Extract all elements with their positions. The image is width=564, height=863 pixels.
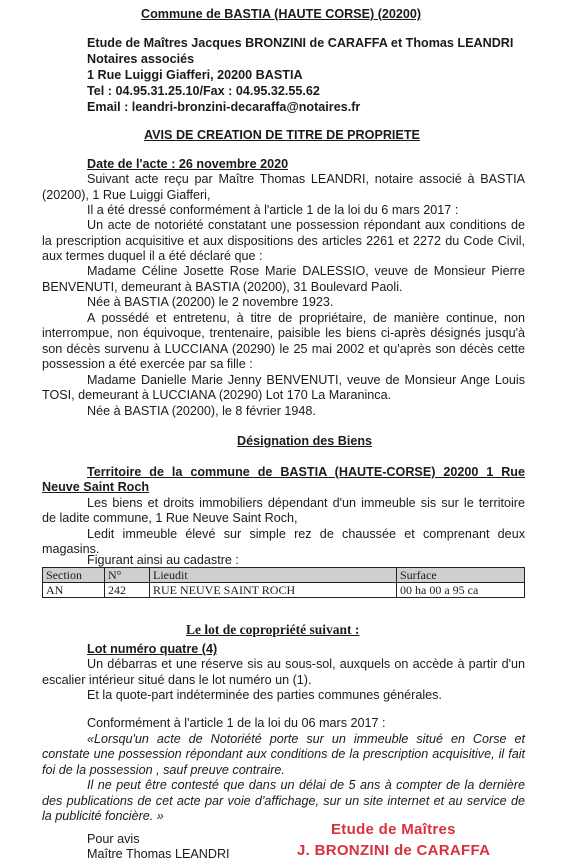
cadastre-header-surface: Surface bbox=[397, 568, 525, 583]
lot-line: Un débarras et une réserve sis au sous-sol, auxquels on accède à partir d'un bbox=[87, 657, 525, 671]
biens-line: de ladite commune, 1 Rue Neuve Saint Roch, bbox=[42, 511, 298, 525]
biens-line: magasins. bbox=[42, 542, 100, 556]
cadastre-cell-numero: 242 bbox=[105, 583, 150, 598]
cadastre-cell-section: AN bbox=[43, 583, 105, 598]
body-line: Née à BASTIA (20200) le 2 novembre 1923. bbox=[87, 295, 334, 309]
biens-line: Ledit immeuble élevé sur simple rez de chaussée et comprenant deux bbox=[87, 527, 525, 541]
body-line: TOSI, demeurant à LUCCIANA (20290) Lot 170 La Maraninca. bbox=[42, 388, 392, 402]
etude-email: Email : leandri-bronzini-decaraffa@notaires.fr bbox=[87, 100, 361, 114]
etude-address: 1 Rue Luiggi Giafferi, 20200 BASTIA bbox=[87, 68, 303, 82]
body-line: BENVENUTI, demeurant à BASTIA (20200), 31 Boulevard Paoli. bbox=[42, 280, 403, 294]
stamp-line-2: J. BRONZINI de CARAFFA bbox=[297, 842, 491, 859]
body-line: la prescription acquisitive et aux dispositions des articles 2261 et 2272 du Code Civil, bbox=[42, 234, 525, 248]
table-row bbox=[43, 583, 525, 598]
body-line: Née à BASTIA (20200), le 8 février 1948. bbox=[87, 404, 316, 418]
quote-line: foi de la possession , sauf preuve contraire. bbox=[42, 763, 285, 777]
body-line: Madame Céline Josette Rose Marie DALESSIO, veuve de Monsieur Pierre bbox=[87, 264, 525, 278]
cadastre-cell-surface: 00 ha 00 a 95 ca bbox=[397, 583, 525, 598]
lot-title: Le lot de copropriété suivant : bbox=[186, 622, 360, 637]
cadastre-header-lieudit: Lieudit bbox=[150, 568, 397, 583]
body-line: interrompue, non équivoque, trentenaire, paisible les biens ci-après désignés jusqu'à bbox=[42, 326, 525, 340]
body-line: Madame Danielle Marie Jenny BENVENUTI, veuve de Monsieur Ange Louis bbox=[87, 373, 525, 387]
body-line: Un acte de notoriété constatant une possession répondant aux conditions de bbox=[87, 218, 525, 232]
body-line: (20200), 1 Rue Luiggi Giafferi, bbox=[42, 188, 211, 202]
body-line: aux termes duquel il a été déclaré que : bbox=[42, 249, 263, 263]
designation-title: Désignation des Biens bbox=[237, 434, 373, 448]
biens-line: Les biens et droits immobiliers dépendant d'un immeuble sis sur le territoire bbox=[87, 496, 525, 510]
lot-line: Et la quote-part indéterminée des parties communes générales. bbox=[87, 688, 442, 702]
quote-line: constate une possession répondant aux conditions de la prescription acquisitive, il fait bbox=[42, 747, 525, 761]
cadastre-header-row bbox=[43, 568, 525, 583]
lot-line: escalier intérieur situé dans le lot numéro un (1). bbox=[42, 673, 312, 687]
cadastre-table bbox=[42, 567, 525, 598]
body-line: Suivant acte reçu par Maître Thomas LEANDRI, notaire associé à BASTIA bbox=[87, 172, 525, 186]
lot-numero: Lot numéro quatre (4) bbox=[87, 642, 218, 656]
pour-avis: Pour avis bbox=[87, 832, 140, 846]
quote-line: des publications de cet acte par voie d'affichage, sur un site internet et au service de bbox=[42, 794, 525, 808]
territoire-line-1: Territoire de la commune de BASTIA (HAUTE-CORSE) 20200 1 Rue bbox=[87, 465, 525, 479]
body-line: son décès survenu à LUCCIANA (20290) le 25 mai 2002 et qu'après son décès cette bbox=[42, 342, 525, 356]
avis-title: AVIS DE CREATION DE TITRE DE PROPRIETE bbox=[144, 128, 420, 142]
body-line: Il a été dressé conformément à l'article 1 de la loi du 6 mars 2017 : bbox=[87, 203, 459, 217]
stamp-line-1: Etude de Maîtres bbox=[331, 821, 456, 838]
conforme-line: Conformément à l'article 1 de la loi du 06 mars 2017 : bbox=[87, 716, 386, 730]
etude-phone: Tel : 04.95.31.25.10/Fax : 04.95.32.55.62 bbox=[87, 84, 320, 98]
quote-line: la publicité foncière. » bbox=[42, 809, 164, 823]
signatory-name: Maître Thomas LEANDRI bbox=[87, 847, 230, 861]
body-line: A possédé et entretenu, à titre de propriétaire, de manière continue, non bbox=[87, 311, 525, 325]
notaires-label: Notaires associés bbox=[87, 52, 195, 66]
cadastre-intro: Figurant ainsi au cadastre : bbox=[87, 553, 239, 567]
etude-name: Etude de Maîtres Jacques BRONZINI de CARAFFA et Thomas LEANDRI bbox=[87, 36, 514, 50]
quote-line: Il ne peut être contesté que dans un délai de 5 ans à compter de la dernière bbox=[87, 778, 525, 792]
commune-heading: Commune de BASTIA (HAUTE CORSE) (20200) bbox=[141, 7, 422, 21]
body-line: possession a été exercée par sa fille : bbox=[42, 357, 253, 371]
quote-line: «Lorsqu'un acte de Notoriété porte sur un immeuble situé en Corse et bbox=[87, 732, 525, 746]
cadastre-header-numero: N° bbox=[105, 568, 150, 583]
territoire-line-2: Neuve Saint Roch bbox=[42, 480, 150, 494]
date-acte: Date de l'acte : 26 novembre 2020 bbox=[87, 157, 289, 171]
cadastre-cell-lieudit: RUE NEUVE SAINT ROCH bbox=[150, 583, 397, 598]
cadastre-header-section: Section bbox=[43, 568, 105, 583]
